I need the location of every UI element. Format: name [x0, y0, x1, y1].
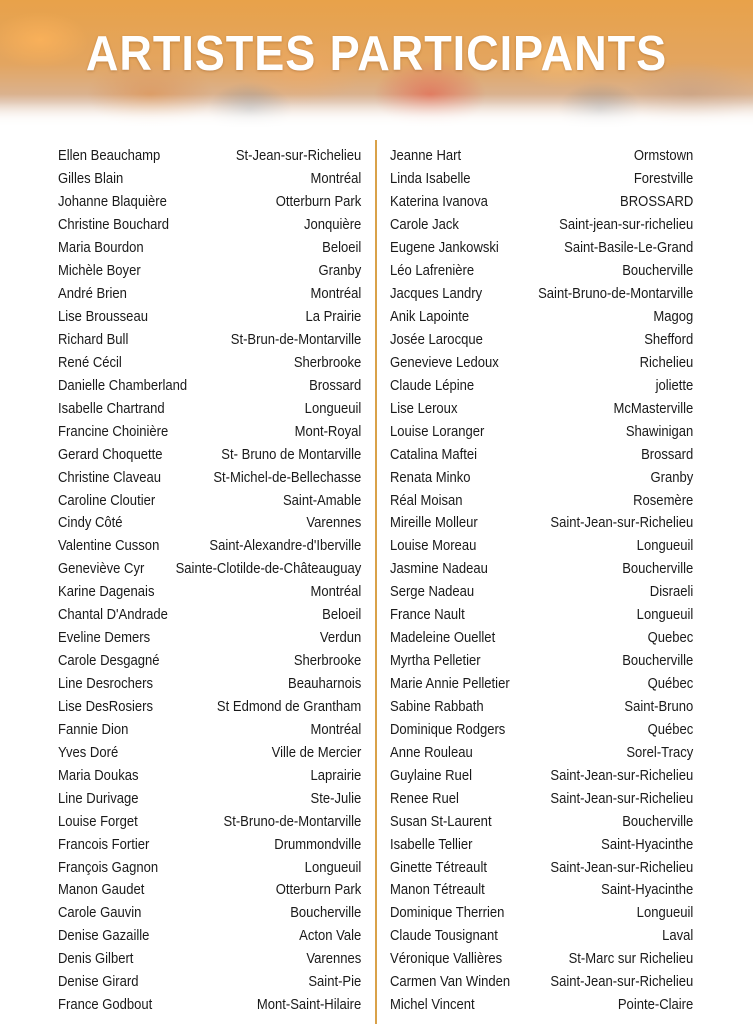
artist-row	[390, 214, 693, 237]
artist-city: Sherbrooke	[293, 354, 362, 371]
artist-city: Beloeil	[322, 240, 362, 257]
artist-row	[390, 696, 693, 719]
artist-row	[58, 237, 361, 260]
artist-name: Louise Loranger	[390, 423, 485, 440]
artist-row	[58, 260, 361, 283]
artist-row	[390, 191, 693, 214]
artist-name: Lise Leroux	[390, 400, 458, 417]
artist-name: Sabine Rabbath	[390, 698, 484, 715]
artist-name: Lise Brousseau	[58, 309, 148, 326]
artist-name: Carole Gauvin	[58, 905, 142, 922]
artist-city: Varennes	[306, 951, 362, 968]
artist-city: Québec	[647, 676, 694, 693]
artist-row	[390, 420, 693, 443]
artist-name: Manon Tétreault	[390, 882, 485, 899]
artist-list-right	[390, 145, 694, 1017]
artist-name: Francois Fortier	[58, 836, 150, 853]
artist-name: Valentine Cusson	[58, 538, 160, 555]
artist-city: Sainte-Clotilde-de-Châteauguay	[175, 561, 362, 578]
artist-name: Ellen Beauchamp	[58, 148, 161, 165]
artist-city: Saint-Amable	[282, 492, 362, 509]
artist-row	[58, 627, 361, 650]
artist-city: Otterburn Park	[275, 882, 362, 899]
artist-name: Manon Gaudet	[58, 882, 145, 899]
artist-name: Dominique Therrien	[390, 905, 505, 922]
artist-row	[390, 627, 693, 650]
artist-name: Line Desrochers	[58, 676, 154, 693]
artist-city: Brossard	[641, 446, 694, 463]
artist-name: Louise Moreau	[390, 538, 477, 555]
artist-city: La Prairie	[305, 309, 362, 326]
artist-city: Varennes	[306, 515, 362, 532]
artist-row	[58, 329, 361, 352]
artist-name: Claude Lépine	[390, 377, 475, 394]
artist-name: Véronique Vallières	[390, 951, 503, 968]
artist-row	[390, 879, 693, 902]
artist-city: St Edmond de Grantham	[216, 698, 362, 715]
artist-city: Longueuil	[304, 400, 362, 417]
artist-name: Danielle Chamberland	[58, 377, 188, 394]
artist-row	[390, 971, 693, 994]
artist-row	[390, 902, 693, 925]
artist-row	[58, 489, 361, 512]
artist-city: Saint-Jean-sur-Richelieu	[550, 515, 694, 532]
artist-city: Saint-Bruno	[624, 698, 694, 715]
artist-name: Claude Tousignant	[390, 928, 498, 945]
artist-city: Granby	[650, 469, 694, 486]
artist-row	[58, 810, 361, 833]
artist-name: Mireille Molleur	[390, 515, 478, 532]
artist-name: Carmen Van Winden	[390, 974, 511, 991]
artist-name: Michèle Boyer	[58, 263, 141, 280]
artist-row	[58, 696, 361, 719]
artist-row	[58, 535, 361, 558]
artist-row	[58, 191, 361, 214]
artist-row	[390, 764, 693, 787]
artist-city: Saint-Jean-sur-Richelieu	[550, 790, 694, 807]
artist-row	[390, 397, 693, 420]
artist-name: Linda Isabelle	[390, 171, 471, 188]
header-banner	[0, 0, 753, 128]
artist-city: Saint-Jean-sur-Richelieu	[550, 974, 694, 991]
artist-name: Cindy Côté	[58, 515, 123, 532]
artist-city: Ormstown	[633, 148, 694, 165]
artist-name: Caroline Cloutier	[58, 492, 156, 509]
artist-name: Réal Moisan	[390, 492, 463, 509]
artist-row	[390, 833, 693, 856]
artist-row	[58, 397, 361, 420]
artist-name: Yves Doré	[58, 744, 119, 761]
artist-name: Francine Choinière	[58, 423, 169, 440]
artist-city: Québec	[647, 721, 694, 738]
artist-city: Drummondville	[274, 836, 362, 853]
artist-city: St-Michel-de-Bellechasse	[213, 469, 362, 486]
artist-city: Quebec	[647, 630, 694, 647]
artist-city: Boucherville	[622, 263, 694, 280]
artist-name: Richard Bull	[58, 331, 129, 348]
artist-row	[58, 558, 361, 581]
artist-city: Richelieu	[639, 354, 694, 371]
artist-row	[58, 948, 361, 971]
artist-city: Beloeil	[322, 607, 362, 624]
artist-city: Saint-jean-sur-richelieu	[559, 217, 694, 234]
artist-name: Carole Desgagné	[58, 653, 160, 670]
page-title: ARTISTES PARTICIPANTS	[85, 27, 668, 81]
artist-city: Sorel-Tracy	[626, 744, 694, 761]
artist-city: Saint-Jean-sur-Richelieu	[550, 767, 694, 784]
artist-name: France Nault	[390, 607, 465, 624]
artist-city: joliette	[655, 377, 694, 394]
artist-city: Boucherville	[622, 561, 694, 578]
artist-row	[390, 673, 693, 696]
artist-city: Granby	[318, 263, 362, 280]
artist-row	[390, 604, 693, 627]
artist-name: Christine Claveau	[58, 469, 162, 486]
artist-row	[390, 145, 693, 168]
artist-city: Shefford	[644, 331, 694, 348]
artist-row	[58, 351, 361, 374]
artist-city: Montréal	[310, 721, 362, 738]
artist-row	[390, 512, 693, 535]
artist-city: Saint-Alexandre-d'Iberville	[209, 538, 362, 555]
artist-city: Saint-Basile-Le-Grand	[564, 240, 694, 257]
artist-city: Jonquière	[303, 217, 362, 234]
artist-row	[390, 306, 693, 329]
artist-city: Saint-Hyacinthe	[601, 882, 694, 899]
artist-name: Karine Dagenais	[58, 584, 155, 601]
artist-row	[58, 214, 361, 237]
artist-name: Myrtha Pelletier	[390, 653, 481, 670]
artist-row	[390, 260, 693, 283]
artist-row	[390, 718, 693, 741]
artist-city: Sherbrooke	[293, 653, 362, 670]
artist-row	[58, 718, 361, 741]
artist-city: Laprairie	[310, 767, 362, 784]
artist-name: Maria Bourdon	[58, 240, 144, 257]
artist-name: Marie Annie Pelletier	[390, 676, 510, 693]
artist-row	[58, 374, 361, 397]
artist-row	[58, 787, 361, 810]
artist-row	[390, 489, 693, 512]
artist-city: Saint-Bruno-de-Montarville	[538, 286, 694, 303]
artist-city: Saint-Hyacinthe	[601, 836, 694, 853]
artist-city: Beauharnois	[288, 676, 362, 693]
artist-city: Verdun	[319, 630, 362, 647]
artist-city: St-Brun-de-Montarville	[230, 331, 362, 348]
artist-row	[390, 994, 693, 1017]
artist-city: Ste-Julie	[310, 790, 362, 807]
artist-name: Catalina Maftei	[390, 446, 478, 463]
artist-row	[390, 558, 693, 581]
artist-name: Isabelle Tellier	[390, 836, 473, 853]
artist-row	[390, 581, 693, 604]
artist-row	[390, 443, 693, 466]
artist-name: Chantal D'Andrade	[58, 607, 168, 624]
artist-city: Saint-Jean-sur-Richelieu	[550, 859, 694, 876]
artist-name: Michel Vincent	[390, 997, 475, 1014]
artist-city: Longueuil	[304, 859, 362, 876]
artist-city: Mont-Royal	[294, 423, 362, 440]
artist-city: Montréal	[310, 171, 362, 188]
artist-row	[58, 650, 361, 673]
artist-row	[390, 856, 693, 879]
artist-name: Anne Rouleau	[390, 744, 473, 761]
artist-city: Longueuil	[636, 538, 694, 555]
artist-city: Shawinigan	[625, 423, 694, 440]
artist-row	[58, 512, 361, 535]
artist-row	[58, 673, 361, 696]
artist-row	[58, 443, 361, 466]
artist-row	[58, 466, 361, 489]
artist-city: McMasterville	[613, 400, 694, 417]
artist-city: Forestville	[633, 171, 694, 188]
artist-city: Ville de Mercier	[271, 744, 362, 761]
artist-name: Josée Larocque	[390, 331, 483, 348]
artist-name: Gilles Blain	[58, 171, 124, 188]
artist-city: Acton Vale	[299, 928, 362, 945]
artist-name: Jacques Landry	[390, 286, 483, 303]
artist-city: Boucherville	[290, 905, 362, 922]
artist-row	[390, 810, 693, 833]
artist-name: Christine Bouchard	[58, 217, 169, 234]
artist-row	[390, 237, 693, 260]
artist-row	[58, 902, 361, 925]
artist-name: Denise Girard	[58, 974, 139, 991]
artist-row	[390, 283, 693, 306]
artist-row	[390, 329, 693, 352]
artist-name: Renee Ruel	[390, 790, 459, 807]
artist-row	[58, 145, 361, 168]
artist-city: BROSSARD	[620, 194, 694, 211]
artist-name: Genevieve Ledoux	[390, 354, 499, 371]
artist-city: Boucherville	[622, 813, 694, 830]
artist-row	[58, 581, 361, 604]
artist-city: Longueuil	[636, 607, 694, 624]
artist-row	[58, 764, 361, 787]
artist-row	[58, 168, 361, 191]
artist-row	[390, 374, 693, 397]
artist-name: Denise Gazaille	[58, 928, 150, 945]
artist-name: René Cécil	[58, 354, 122, 371]
artist-row	[390, 168, 693, 191]
artist-city: Mont-Saint-Hilaire	[256, 997, 362, 1014]
artist-city: Otterburn Park	[275, 194, 362, 211]
artist-city: St-Jean-sur-Richelieu	[235, 148, 362, 165]
artist-name: Geneviève Cyr	[58, 561, 145, 578]
artist-name: Johanne Blaquière	[58, 194, 167, 211]
artist-row	[390, 351, 693, 374]
artist-row	[58, 925, 361, 948]
artist-name: Léo Lafrenière	[390, 263, 475, 280]
artist-city: St- Bruno de Montarville	[221, 446, 362, 463]
artist-name: Louise Forget	[58, 813, 138, 830]
artist-name: Ginette Tétreault	[390, 859, 487, 876]
artist-city: Disraeli	[649, 584, 694, 601]
artist-city: Montréal	[310, 286, 362, 303]
artist-name: Anik Lapointe	[390, 309, 470, 326]
artist-name: Jasmine Nadeau	[390, 561, 488, 578]
artist-name: Dominique Rodgers	[390, 721, 506, 738]
artist-row	[390, 948, 693, 971]
artist-name: Lise DesRosiers	[58, 698, 154, 715]
artist-row	[58, 741, 361, 764]
artist-row	[58, 879, 361, 902]
artist-name: Eugene Jankowski	[390, 240, 499, 257]
artist-row	[58, 283, 361, 306]
artist-row	[390, 535, 693, 558]
artist-city: St-Marc sur Richelieu	[568, 951, 694, 968]
artist-city: St-Bruno-de-Montarville	[223, 813, 362, 830]
artist-row	[390, 787, 693, 810]
column-divider	[375, 140, 377, 1024]
artist-row	[58, 833, 361, 856]
artist-city: Brossard	[309, 377, 362, 394]
artist-name: Susan St-Laurent	[390, 813, 492, 830]
artist-name: Fannie Dion	[58, 721, 129, 738]
artist-row	[58, 420, 361, 443]
artist-row	[390, 925, 693, 948]
artist-city: Longueuil	[636, 905, 694, 922]
artist-row	[390, 466, 693, 489]
artist-name: André Brien	[58, 286, 127, 303]
artist-city: Laval	[662, 928, 694, 945]
artist-row	[390, 650, 693, 673]
artist-list-left	[58, 145, 362, 1017]
artist-name: Denis Gilbert	[58, 951, 134, 968]
artist-name: France Godbout	[58, 997, 153, 1014]
artist-row	[58, 994, 361, 1017]
artist-name: Serge Nadeau	[390, 584, 475, 601]
artist-city: Boucherville	[622, 653, 694, 670]
artist-city: Montréal	[310, 584, 362, 601]
artist-name: Madeleine Ouellet	[390, 630, 496, 647]
artist-name: Renata Minko	[390, 469, 471, 486]
artist-name: Guylaine Ruel	[390, 767, 472, 784]
artist-city: Pointe-Claire	[617, 997, 694, 1014]
artist-name: Jeanne Hart	[390, 148, 462, 165]
artist-city: Saint-Pie	[308, 974, 362, 991]
artist-name: Line Durivage	[58, 790, 139, 807]
artist-row	[58, 306, 361, 329]
artist-name: François Gagnon	[58, 859, 159, 876]
artist-name: Carole Jack	[390, 217, 459, 234]
artist-city: Magog	[653, 309, 694, 326]
artist-row	[390, 741, 693, 764]
artist-name: Isabelle Chartrand	[58, 400, 165, 417]
artist-row	[58, 971, 361, 994]
artist-row	[58, 604, 361, 627]
artist-name: Gerard Choquette	[58, 446, 163, 463]
artist-city: Rosemère	[633, 492, 694, 509]
banner-fade	[0, 94, 753, 128]
artist-name: Maria Doukas	[58, 767, 139, 784]
artist-row	[58, 856, 361, 879]
artist-name: Katerina Ivanova	[390, 194, 488, 211]
artist-name: Eveline Demers	[58, 630, 151, 647]
